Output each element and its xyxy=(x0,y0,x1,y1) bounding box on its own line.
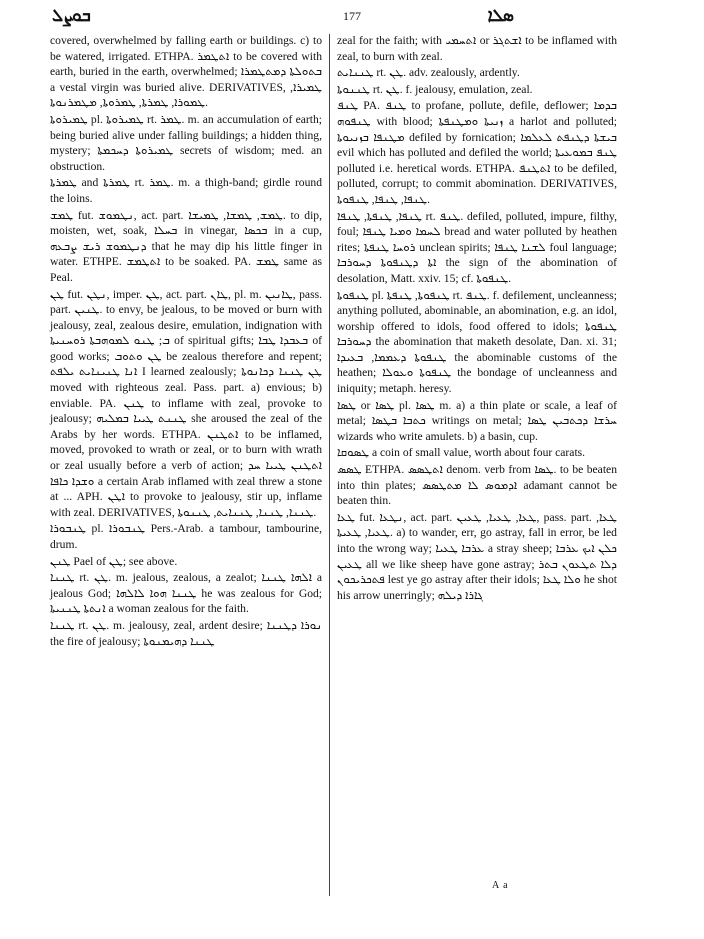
dictionary-entry: ܛܢܢܘܬܐ rt. ܛܢ. f. jealousy, emulation, zeal. xyxy=(337,82,533,96)
dictionary-entry: ܛܢ fut. ܢܛܢ, imper. ܛܢ, act. part. ܛܐܢ, pl. m. ܛܐܢܝܢ, pass. part. ܛܢܝܢ. to envy, be jealous, to be moved or burn with jealousy, zeal, zealous desire, emulation, indignation with ܒ; ܛܢܘ ܠܡܘܗܒܬܐ ܪܘܚܢܝܬܐ of spiritual gifts; ܒܥܒܕܐ ܛܒܐ of good works; ܛܢ ܘܬܘܒ be zealous therefore and repent; ܐܢܐ ܛܢܝܢܐܝܬ ܝܠܦܬ I learned zealously; ܛܢ ܛܢܢܐ ܕܟܐܢܘܬܐ moved with righteous zeal. Pass. part. a) envious; b) enviable. PA. ܛܢܢ to inflame with zeal, provoke to jealousy; ܛܢܢܬ ܛܝܝܐ ܒܡܠܝܗ she aroused the zeal of the Arabs by her words. ETHPA. ܐܬܛܢܢ to be inflamed, moved, provoked to wrath or zeal, or to burn with wrath or zeal usually before a verb of action; ܐܬܛܢܢ ܛܝܝܐ ܚܕ ܘܫܕܐ ܟܐܦܐ a certain Arab inflamed with zeal threw a stone at ... APH. ܐܛܢ to provoke to jealousy, stir up, inflame with zeal. DERIVATIVES, ܛܢܢܐ, ܛܢܢܐ, ܛܢܢܐܝܬ, ܛܢܢܘܬܐ. xyxy=(50,287,323,519)
left-column xyxy=(50,33,322,650)
header-left-word: ܒܘܨܠ xyxy=(52,6,91,25)
dictionary-entry: zeal for the faith; with ܐܬܚܡܝ or ܐܫܬܓܪ to be inflamed with zeal, to burn with zeal. xyxy=(337,34,617,63)
header-right-word: ܣܠܐ xyxy=(487,6,514,25)
dictionary-entry: ܛܢܢܐܝܬ rt. ܛܢ. adv. zealously, ardently. xyxy=(337,66,520,80)
dictionary-entry: ܛܢܢ Pael of ܛܢ; see above. xyxy=(50,554,178,568)
dictionary-entry: ܛܡܪܬܐ and ܛܡܪܬܐ rt. ܛܡܪ. m. a thigh-band; girdle round the loins. xyxy=(50,176,322,205)
column-divider xyxy=(329,34,330,896)
dictionary-entry: ܛܥܐ fut. ܢܛܥܐ, act. part. ܛܥܐ, ܛܥܝܐ, ܛܥܝܢ, pass. part. ܛܥܐ, ܛܥܝܐ, ܛܥܝܬܐ. a) to wander, err, go astray, fall in error, be led into the wrong way; ܥܪܒܐ ܛܥܝܐ a stray sheep; ܟܠܢ ܐܝܟ ܥܪܒܐ ܛܥܝܢ all we like sheep have gone astray; ܕܠܐ ܬܛܥܘܢ ܒܬܪ ܦܬܟܪܝܟܘܢ lest ye go astray after their idols; ܘܠܐ ܛܥܐ he shot his arrow unerringly; ܓܐܪܐ ܕܝܠܗ xyxy=(337,510,618,602)
dictionary-entry: ܛܣܘܩܐ a coin of small value, worth about four carats. xyxy=(337,446,586,460)
page-number: 177 xyxy=(343,9,361,23)
dictionary-entry: ܛܣܣ ETHPA. ܐܬܛܣܣ denom. verb from ܛܣܐ. to be beaten into thin plates; ܐܕܡܘܣ ܠܐ ܡܬܛܣܣ adamant cannot be beaten thin. xyxy=(337,463,617,508)
dictionary-entry: covered, overwhelmed by falling earth or buildings. c) to be watered, irrigated. ETHPA. ܐܬܛܡܪ to be covered with earth, buried in the earth, overwhelmed; ܒܬܘܠܬܐ ܕܡܬܛܡܪܐ a vestal virgin was buried alive. DERIVATIVES, ܛܡܝܪܐ, ܛܡܘܪܐ, ܛܡܪܬܐ, ܛܡܪܘܬܐ, ܡܛܡܪܢܘܬܐ. xyxy=(50,34,322,110)
signature-mark: A a xyxy=(492,880,509,891)
dictionary-entry: ܛܢܦܐ, ܛܢܦܬܐ, ܛܢܦܐ rt. ܛܢܦ. defiled, polluted, impure, filthy, foul; ܠܚܡܐ ܘܡܝܐ ܛܢܦܐ bread and water polluted by heathen rites; ܪܘܚܐ ܛܢܦܬܐ unclean spirits; ܠܫܢܐ ܛܢܦܐ foul language; ܐܬܐ ܕܛܢܦܘܬܐ ܕܚܘܪܒܐ the sign of the abomination of desolation, Matt. xxiv. 15; cf. ܛܢܦܘܬܐ. xyxy=(337,209,618,285)
dictionary-entry: ܛܢܦ PA. ܛܢܦ to profane, pollute, defile, deflower; ܒܕܡܐ ܛܢܦܘܗ with blood; ܙܢܝܬܐ ܘܡܛܢܦܬܐ a harlot and polluted; ܡܛܢܦܐ ܒܙܢܝܘܬܐ defiled by fornication; ܒܝܫܬܐ ܕܛܢܦܬ ܠܥܠܡܐ evil which has polluted and defiled the world; ܛܢܦ ܒܡܘܥܝܬܐ polluted i.e. heretical words. ETHPA. ܐܬܛܢܦ to be defiled, polluted, corrupt; to commit abomination. DERIVATIVES, ܛܢܦܐ, ܛܢܦܐ, ܛܢܦܘܬܐ. xyxy=(337,99,617,206)
dictionary-entry: ܛܣܐ or ܛܣܐ pl. ܛܣܐ m. a) a thin plate or scale, a leaf of metal; ܟܬܒܐ ܒܛܣܐ writings on metal; ܚܪܫܐ ܕܟܬܒܝܢ ܛܣܐ wizards who write amulets. b) a basin, cup. xyxy=(337,398,618,443)
dictionary-entry: ܛܢܢܐ rt. ܛܢ. m. jealousy, zeal, ardent desire; ܢܘܪܐ ܕܛܢܢܐ the fire of jealousy; ܛܢܢܐ ܕܗܝܡܢܘܬܐ xyxy=(50,618,322,648)
dictionary-entry: ܛܢܦܘܬܐ pl. ܛܢܦܘܬܐ, ܛܢܦܬܐ rt. ܛܢܦ. f. defilement, uncleanness; anything polluted, abominable, an abomination, e.g. an idol, worship offered to idols, food offered to idols; ܛܢܦܘܬܐ ܕܚܘܪܒܐ the abomination that maketh desolate, Dan. xi. 31; ܛܢܦܘܬܐ ܕܥܡܡܐ, ܒܥܝܕܐ the abominable customs of the heathen; ܛܢܦܘܬܐ ܘܥܘܠܐ the bondage of uncleanness and iniquity; metaph. heresy. xyxy=(337,288,618,396)
dictionary-entry: ܛܢܒܘܪܐ pl. ܛܢܒܘܪܐ Pers.-Arab. a tambour, tambourine, drum. xyxy=(50,522,323,551)
running-header xyxy=(40,6,664,30)
right-column xyxy=(337,33,617,604)
dictionary-entry: ܛܡܝܪܘܬܐ pl. ܛܡܝܪܘܬܐ rt. ܛܡܪ. m. an accumulation of earth; being buried alive under falling buildings; a hidden thing, mystery; ܛܡܝܪܘܬܐ ܕܚܟܡܬܐ secrets of wisdom; med. an obstruction. xyxy=(50,112,322,173)
dictionary-entry: ܛܢܢܐ rt. ܛܢ. m. jealous, zealous, a zealot; ܐܠܗܐ ܛܢܢܐ a jealous God; ܛܢܢܐ ܗܘܐ ܠܐܠܗܐ he was zealous for God; ܐܢܬܬܐ ܛܢܢܝܬܐ a woman zealous for the faith. xyxy=(50,571,323,616)
dictionary-entry: ܛܡܫ fut. ܢܛܡܘܫ, act. part. ܛܡܫ, ܛܡܫܐ, ܛܡܝܫܐ. to dip, moisten, wet, soak, ܒܚܠܐ in vinegar, ܒܟܣܐ in a cup, ܕܢܛܡܘܫ ܪܝܫ ܨܒܥܗ that he may dip his little finger in water. ETHPE. ܐܬܛܡܫ to be soaked. PA. ܛܡܫ same as Peal. xyxy=(50,208,323,284)
